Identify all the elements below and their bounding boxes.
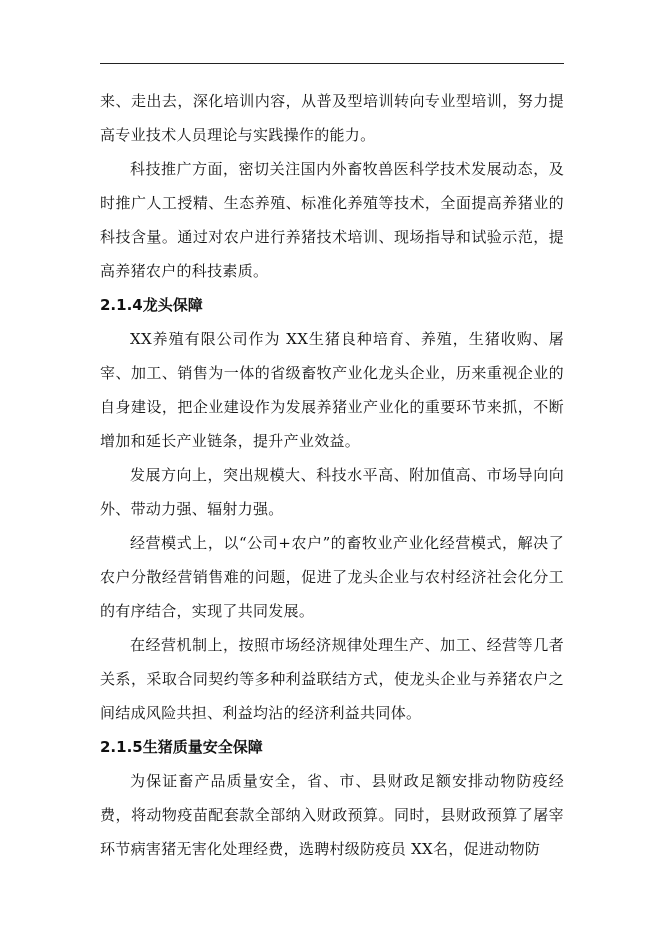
section-heading-2-1-4: 2.1.4龙头保障	[100, 296, 203, 314]
paragraph-business-model: 经营模式上，以“公司+农户”的畜牧业产业化经营模式，解决了农户分散经营销售难的问题，促进了龙头企业与农村经济社会化分工的有序结合，实现了共同发展。	[100, 534, 564, 620]
paragraph-business-mechanism: 在经营机制上，按照市场经济规律处理生产、加工、经营等几者关系，采取合同契约等多种利益联结方式，使龙头企业与养猪农户之间结成风险共担、利益均沾的经济利益共同体。	[100, 636, 564, 722]
paragraph-company-intro: XX养殖有限公司作为 XX生猪良种培育、养殖，生猪收购、屠宰、加工、销售为一体的省级畜牧产业化龙头企业，历来重视企业的自身建设，把企业建设作为发展养猪业产业化的重要环节来抓，不断增加和延长产业链条，提升产业效益。	[100, 330, 564, 450]
paragraph-tech-promotion: 科技推广方面，密切关注国内外畜牧兽医科学技术发展动态，及时推广人工授精、生态养殖、标准化养殖等技术，全面提高养猪业的科技含量。通过对农户进行养猪技术培训、现场指导和试验示范，提高养猪农户的科技素质。	[100, 160, 564, 280]
paragraph-continuation: 来、走出去，深化培训内容，从普及型培训转向专业型培训，努力提高专业技术人员理论与实践操作的能力。	[100, 92, 564, 144]
paragraph-development-direction: 发展方向上，突出规模大、科技水平高、附加值高、市场导向向外、带动力强、辐射力强。	[100, 466, 564, 518]
paragraph-quality-safety: 为保证畜产品质量安全，省、市、县财政足额安排动物防疫经费，将动物疫苗配套款全部纳入财政预算。同时，县财政预算了屠宰环节病害猪无害化处理经费，选聘村级防疫员 XX名，促进动物防	[100, 772, 564, 858]
header-rule	[100, 63, 564, 64]
section-heading-2-1-5: 2.1.5生猪质量安全保障	[100, 738, 263, 756]
document-body	[100, 84, 564, 866]
